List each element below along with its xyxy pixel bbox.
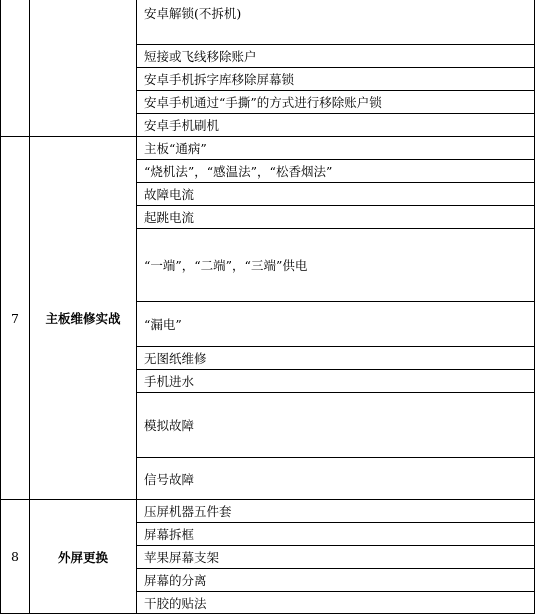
item-cell: “烧机法”，“感温法”，“松香烟法” bbox=[137, 160, 535, 183]
item-cell: 安卓手机拆字库移除屏幕锁 bbox=[137, 68, 535, 91]
item-cell: 手机进水 bbox=[137, 370, 535, 393]
item-cell: 安卓解锁(不拆机) bbox=[137, 0, 535, 45]
row-number-cell: 7 bbox=[1, 137, 30, 500]
section-title-cell: 外屏更换 bbox=[30, 500, 137, 614]
item-cell: 故障电流 bbox=[137, 183, 535, 206]
row-number-cell bbox=[1, 0, 30, 137]
item-cell: 屏幕拆框 bbox=[137, 523, 535, 546]
table-row bbox=[1, 0, 535, 45]
item-cell: 安卓手机刷机 bbox=[137, 114, 535, 137]
item-cell: 模拟故障 bbox=[137, 393, 535, 458]
row-number-cell: 8 bbox=[1, 500, 30, 614]
item-cell: 起跳电流 bbox=[137, 206, 535, 229]
section-title-cell: 主板维修实战 bbox=[30, 137, 137, 500]
table-row bbox=[1, 137, 535, 160]
table-row bbox=[1, 500, 535, 523]
item-cell: 屏幕的分离 bbox=[137, 569, 535, 592]
item-cell: 压屏机器五件套 bbox=[137, 500, 535, 523]
item-cell: 干胶的贴法 bbox=[137, 592, 535, 614]
item-cell: 主板“通病” bbox=[137, 137, 535, 160]
item-cell: 短接或飞线移除账户 bbox=[137, 45, 535, 68]
item-cell: “漏电” bbox=[137, 302, 535, 347]
item-cell: 无图纸维修 bbox=[137, 347, 535, 370]
item-cell: “一端”，“二端”，“三端”供电 bbox=[137, 229, 535, 302]
item-cell: 苹果屏幕支架 bbox=[137, 546, 535, 569]
item-cell: 安卓手机通过“手撕”的方式进行移除账户锁 bbox=[137, 91, 535, 114]
item-cell: 信号故障 bbox=[137, 458, 535, 500]
section-title-cell bbox=[30, 0, 137, 137]
